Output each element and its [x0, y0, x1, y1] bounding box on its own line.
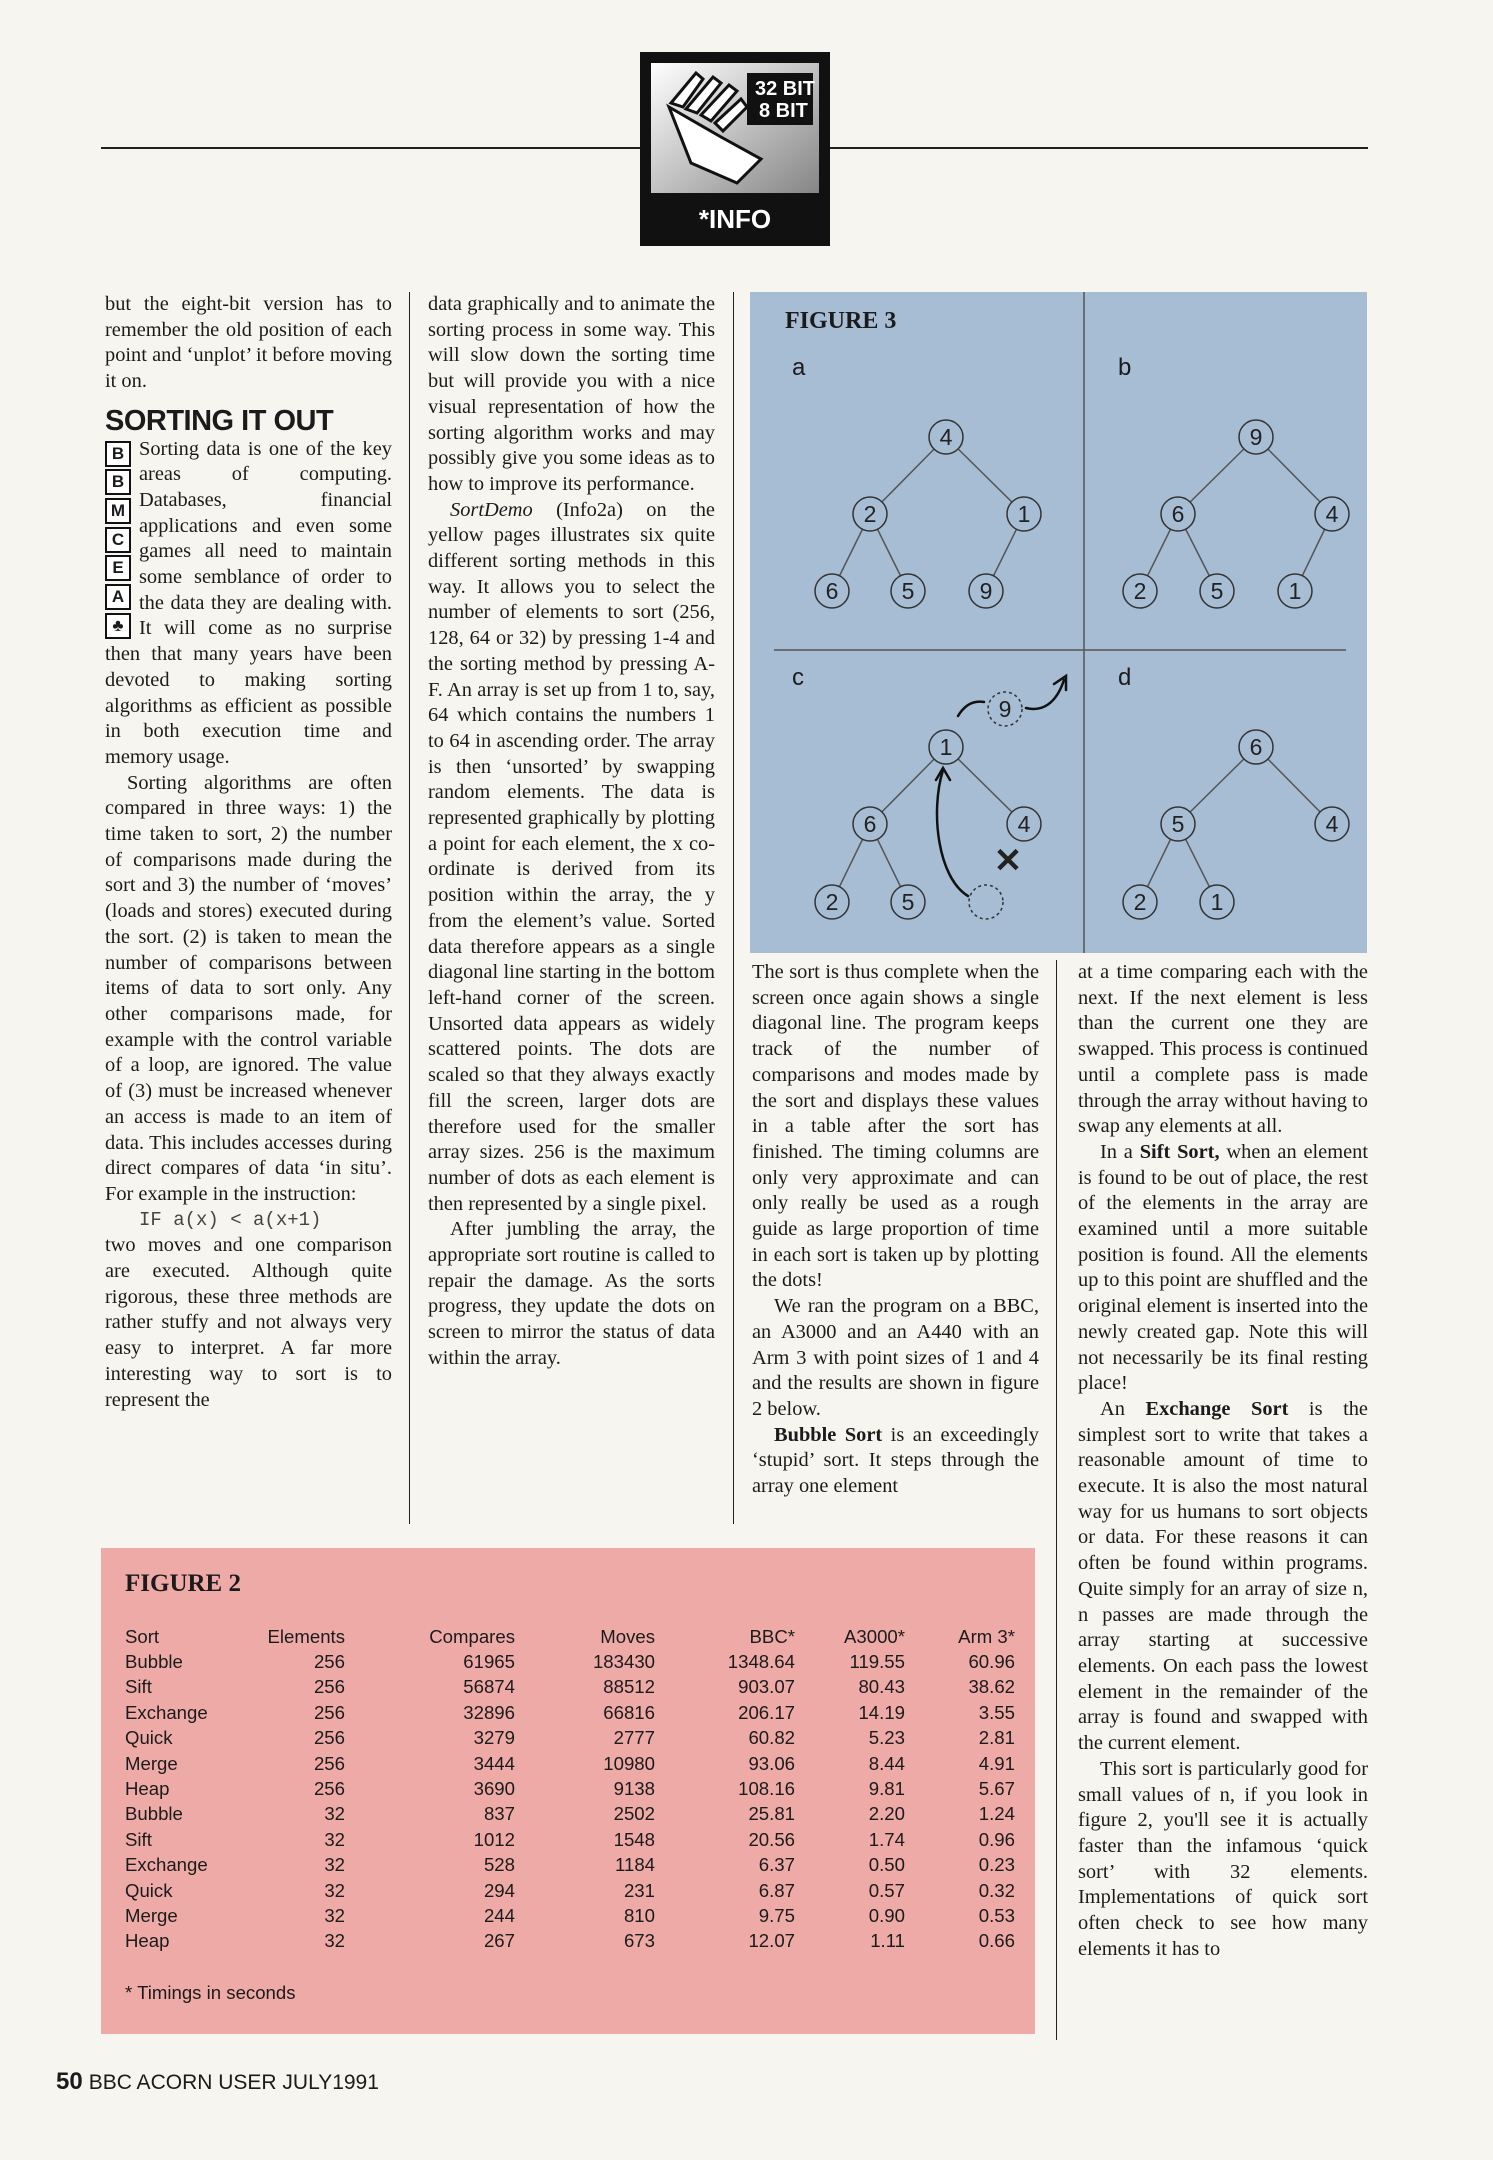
quadrant-label-b: b	[1118, 354, 1132, 381]
page-footer	[56, 2068, 379, 2096]
table-cell: 294	[483, 1879, 515, 1901]
table-cell: 8.44	[868, 1752, 905, 1774]
table-cell: 32	[324, 1828, 345, 1850]
table-cell: 1548	[613, 1828, 655, 1850]
logo-label: *INFO	[698, 204, 772, 234]
table-row	[125, 1903, 1015, 1928]
table-row	[125, 1726, 1015, 1751]
table-cell: 837	[483, 1803, 515, 1825]
table-cell: 9.75	[758, 1904, 795, 1926]
a-node-label: 4	[939, 424, 953, 450]
c-node-label: 9	[998, 696, 1012, 722]
table-cell: 0.66	[978, 1930, 1015, 1952]
b-node-label: 5	[1210, 578, 1224, 604]
figure-2-results-table	[101, 1548, 1035, 2034]
d-node-label: 6	[1249, 734, 1263, 760]
table-cell: 0.32	[978, 1879, 1015, 1901]
c-node-label: 1	[939, 734, 953, 760]
table-cell: 256	[313, 1701, 345, 1723]
page-number: 50	[56, 2068, 83, 2095]
col3-para-2: We ran the program on a BBC, an A3000 and an A440 with an Arm 3 with point sizes of 1 and 4 and the results are shown in figure 2 below.	[752, 1295, 1039, 1420]
table-header: A3000*	[843, 1625, 905, 1647]
table-header-row	[125, 1624, 1015, 1649]
table-cell: 6.87	[758, 1879, 795, 1901]
table-cell: 256	[313, 1752, 345, 1774]
table-row	[125, 1649, 1015, 1674]
col4-para-4: This sort is particularly good for small values of n, if you look in figure 2, you'll see it is actually faster than the infamous ‘quick sort’ with 32 elements. Implementations of quick sort often check to see how many elements it has to	[1078, 1757, 1368, 1960]
table-cell: 244	[483, 1904, 515, 1926]
table-cell: 1184	[615, 1854, 655, 1876]
drop-letter-b1-icon: B	[105, 441, 131, 467]
table-row	[125, 1802, 1015, 1827]
table-cell: 9.81	[868, 1778, 905, 1800]
b-node-label: 6	[1171, 501, 1185, 527]
table-cell: 38.62	[968, 1676, 1015, 1698]
table-cell: 2502	[613, 1803, 655, 1825]
header-rule-left	[101, 147, 641, 149]
c-node-label: 4	[1017, 811, 1031, 837]
d-node-label: 4	[1325, 811, 1339, 837]
table-cell: 2777	[613, 1727, 655, 1749]
table-cell: Bubble	[125, 1651, 183, 1673]
a-node-label: 6	[825, 578, 839, 604]
drop-letter-club-icon: ♣	[105, 613, 131, 639]
table-cell: 61965	[463, 1651, 515, 1673]
table-row	[125, 1776, 1015, 1801]
table-cell: 903.07	[738, 1676, 795, 1698]
table-cell: 0.50	[868, 1854, 905, 1876]
table-cell: 5.23	[868, 1727, 905, 1749]
col2-para-3: After jumbling the array, the appropriate sort routine is called to repair the damage. As the sorts progress, they update the dots on screen to mirror the status of data within the array.	[428, 1218, 715, 1369]
section-heading-sorting: SORTING IT OUT	[105, 404, 334, 437]
exchange-sort-term: Exchange Sort	[1145, 1397, 1289, 1420]
column-2	[428, 292, 715, 1372]
timings-note: * Timings in seconds	[125, 1982, 296, 2003]
figure-2-title: FIGURE 2	[125, 1570, 241, 1597]
table-cell: 267	[483, 1930, 515, 1952]
column-1	[105, 292, 392, 1413]
col4-para-3: An Exchange Sort is the simplest sort to write that takes a reasonable amount of time to execute. It is also the most natural way for us humans to sort objects or data. For these reasons it can often be found within programs. Quite simply for an array of size n, n passes are made through the array starting at successive elements. On each pass the lowest element in the remainder of the array is found and swapped with the current element.	[1078, 1397, 1368, 1755]
table-cell: 0.57	[868, 1879, 905, 1901]
table-cell: 810	[623, 1904, 655, 1926]
table-cell: 3279	[473, 1727, 515, 1749]
b-node-label: 2	[1133, 578, 1147, 604]
hand-graphic	[651, 63, 819, 193]
c-empty-node	[969, 885, 1003, 919]
table-cell: 206.17	[738, 1701, 795, 1723]
table-cell: Merge	[125, 1904, 178, 1926]
sortdemo-title: SortDemo	[450, 498, 533, 521]
col3-para-1: The sort is thus complete when the screen once again shows a single diagonal line. The program keeps track of the number of comparisons and modes made by the sort and displays these values in a table after the sort has finished. The timing columns are only very approximate and can only really be used as a rough guide as large proportion of time in each sort is taken up by plotting the dots!	[752, 961, 1039, 1292]
c-node-label: 2	[825, 889, 839, 915]
table-cell: 93.06	[748, 1752, 795, 1774]
table-cell: 3.55	[978, 1701, 1015, 1723]
table-cell: 25.81	[748, 1803, 795, 1825]
col1-para-3: Sorting algorithms are often compared in three ways: 1) the time taken to sort, 2) the number of comparisons made during the sort and 3) the number of ‘moves’ (loads and stores) executed during the sort. (2) is taken to mean the number of comparisons between items of data to sort only. Any other comparisons made, for example with the control variable of a loop, are ignored. The value of (3) must be increased whenever an access is made to an item of data. This includes accesses during direct compares of data ‘in situ’. For example in the instruction:	[105, 771, 392, 1205]
col2-para-1: data graphically and to animate the sorting process in some way. This will slow down the sorting time but will provide you with a nice visual representation of how the sorting algorithm works and may possibly give you some ideas as to how to improve its performance.	[428, 293, 715, 495]
table-cell: Heap	[125, 1778, 170, 1800]
table-cell: 32	[324, 1879, 345, 1901]
table-cell: Sift	[125, 1828, 152, 1850]
table-cell: Heap	[125, 1930, 170, 1952]
table-cell: 88512	[603, 1676, 655, 1698]
table-cell: 6.37	[758, 1854, 795, 1876]
table-cell: 32	[324, 1854, 345, 1876]
table-header: Compares	[429, 1625, 515, 1647]
col3-para-3: Bubble Sort is an exceedingly ‘stupid’ sort. It steps through the array one element	[752, 1423, 1039, 1498]
table-cell: 3444	[473, 1752, 515, 1774]
b-node-label: 9	[1249, 424, 1263, 450]
table-cell: Merge	[125, 1752, 178, 1774]
table-cell: 12.07	[748, 1930, 795, 1952]
c-node-label: 6	[863, 811, 877, 837]
table-cell: 119.55	[849, 1651, 905, 1673]
table-cell: 256	[313, 1727, 345, 1749]
table-cell: 1.74	[868, 1828, 905, 1850]
table-cell: 1012	[473, 1828, 515, 1850]
table-cell: 10980	[603, 1752, 655, 1774]
table-cell: 1.24	[978, 1803, 1015, 1825]
table-cell: 20.56	[748, 1828, 795, 1850]
drop-letter-icons	[105, 441, 133, 642]
table-cell: 2.81	[978, 1727, 1015, 1749]
figure-3-title: FIGURE 3	[785, 308, 897, 334]
table-row	[125, 1675, 1015, 1700]
column-4	[1078, 960, 1368, 1962]
table-header: Moves	[600, 1625, 655, 1647]
d-node-label: 2	[1133, 889, 1147, 915]
c-node-label: 5	[901, 889, 915, 915]
col2-para-2: SortDemo (Info2a) on the yellow pages illustrates six quite different sorting methods in this way. It allows you to select the number of elements to sort (256, 128, 64 or 32) by pressing 1-4 and the sorting method by pressing A-F. An array is set up from 1 to, say, 64 which contains the numbers 1 to 64 in ascending order. The array is then ‘unsorted’ by swapping random elements. The data is represented graphically by plotting a point for each element, the x co-ordinate is derived from its position within the array, the y from the element’s value. Sorted data therefore appears as a single diagonal line starting in the bottom left-hand corner of the screen. Unsorted data appears as widely scattered points. The dots are scaled so that they always exactly fill the screen, larger dots are therefore used for the smaller array sizes. 256 is the maximum number of dots as each element is then represented by a single pixel.	[428, 498, 715, 1215]
table-cell: 256	[313, 1676, 345, 1698]
table-cell: 3690	[473, 1778, 515, 1800]
table-cell: Bubble	[125, 1803, 183, 1825]
table-header: Elements	[267, 1625, 345, 1647]
sift-sort-term: Sift Sort,	[1139, 1140, 1220, 1163]
column-divider-1	[409, 292, 410, 1524]
d-node-label: 5	[1171, 811, 1185, 837]
table-cell: 32	[324, 1904, 345, 1926]
swap-arrow-left-icon	[958, 702, 984, 716]
drop-letter-m-icon: M	[105, 498, 131, 524]
figure-3-heap-diagram	[750, 292, 1367, 953]
code-example: IF a(x) < a(x+1)	[139, 1208, 322, 1231]
logo-bits-top: 32 BIT	[755, 78, 816, 100]
drop-letter-e-icon: E	[105, 555, 131, 581]
table-cell: 14.19	[858, 1701, 905, 1723]
quadrant-label-a: a	[792, 354, 806, 381]
table-cell: Quick	[125, 1727, 173, 1749]
table-cell: 528	[483, 1854, 515, 1876]
table-row	[125, 1878, 1015, 1903]
quadrant-label-d: d	[1118, 664, 1132, 691]
table-row	[125, 1751, 1015, 1776]
results-table	[125, 1624, 1015, 1954]
table-cell: 32	[324, 1930, 345, 1952]
a-node-label: 5	[901, 578, 915, 604]
quadrant-label-c: c	[792, 664, 804, 691]
col1-para-2: Sorting data is one of the key areas of computing. Databases, financial applications and even some games all need to maintain some semblance of order to the data they are dealing with. It will come as no surprise then that many years have been devoted to making sorting algorithms as efficient as possible in both execution time and memory usage.	[105, 437, 392, 768]
table-cell: 0.23	[978, 1854, 1015, 1876]
b-node-label: 1	[1288, 578, 1302, 604]
table-cell: 60.82	[748, 1727, 795, 1749]
table-cell: 60.96	[968, 1651, 1015, 1673]
table-header: Arm 3*	[958, 1625, 1015, 1647]
table-cell: Sift	[125, 1676, 152, 1698]
bubble-sort-term: Bubble Sort	[774, 1423, 883, 1446]
drop-letter-b2-icon: B	[105, 469, 131, 495]
table-cell: 0.96	[978, 1828, 1015, 1850]
column-divider-2	[733, 292, 734, 1524]
table-cell: 1.11	[870, 1930, 905, 1952]
table-cell: 231	[623, 1879, 655, 1901]
table-header: Sort	[125, 1625, 160, 1647]
cross-mark-icon: ✕	[993, 842, 1023, 880]
table-cell: 183430	[592, 1651, 655, 1673]
info-logo	[640, 52, 830, 246]
b-node-label: 4	[1325, 501, 1339, 527]
table-cell: Quick	[125, 1879, 173, 1901]
table-row	[125, 1827, 1015, 1852]
table-cell: 80.43	[858, 1676, 905, 1698]
table-cell: 32	[324, 1803, 345, 1825]
publication-name: BBC ACORN USER JULY1991	[88, 2071, 379, 2094]
table-cell: 5.67	[978, 1778, 1015, 1800]
table-cell: 4.91	[978, 1752, 1015, 1774]
col1-para-4: two moves and one comparison are executed. Although quite rigorous, these three methods are rather stuffy and not always very easy to interpret. A far more interesting way to sort is to represent the	[105, 1234, 392, 1411]
swap-arrow-right-icon	[1026, 680, 1064, 709]
table-cell: 32896	[463, 1701, 515, 1723]
table-cell: 108.16	[738, 1778, 795, 1800]
table-cell: 0.90	[868, 1904, 905, 1926]
drop-letter-a-icon: A	[105, 584, 131, 610]
swap-arrow-up-icon	[937, 770, 968, 896]
table-cell: 9138	[613, 1778, 655, 1800]
a-node-label: 1	[1017, 501, 1031, 527]
table-cell: Exchange	[125, 1701, 208, 1723]
table-cell: 0.53	[978, 1904, 1015, 1926]
table-cell: 56874	[463, 1676, 515, 1698]
table-cell: Exchange	[125, 1854, 208, 1876]
table-row	[125, 1929, 1015, 1954]
col1-para-1: but the eight-bit version has to remember the old position of each point and ‘unplot’ it before moving it on.	[105, 293, 392, 393]
column-divider-4	[1056, 960, 1057, 2040]
table-cell: 256	[313, 1778, 345, 1800]
logo-bits-bottom: 8 BIT	[759, 100, 808, 122]
table-cell: 256	[313, 1651, 345, 1673]
table-cell: 1348.64	[727, 1651, 795, 1673]
table-row	[125, 1853, 1015, 1878]
table-cell: 66816	[603, 1701, 655, 1723]
col4-para-1: at a time comparing each with the next. If the next element is less than the current one they are swapped. This process is continued until a complete pass is made through the array without having to swap any elements at all.	[1078, 961, 1368, 1138]
table-row	[125, 1700, 1015, 1725]
column-3	[752, 960, 1039, 1500]
drop-letter-c-icon: C	[105, 527, 131, 553]
a-node-label: 2	[863, 501, 877, 527]
table-cell: 673	[623, 1930, 655, 1952]
d-node-label: 1	[1210, 889, 1224, 915]
a-node-label: 9	[979, 578, 993, 604]
header-rule-right	[826, 147, 1368, 149]
col4-para-2: In a Sift Sort, when an element is found to be out of place, the rest of the elements in the array are examined until a more suitable position is found. All the elements up to this point are shuffled and the original element is inserted into the newly created gap. Note this will not necessarily be its final resting place!	[1078, 1140, 1368, 1395]
table-header: BBC*	[749, 1625, 795, 1647]
table-cell: 2.20	[868, 1803, 905, 1825]
